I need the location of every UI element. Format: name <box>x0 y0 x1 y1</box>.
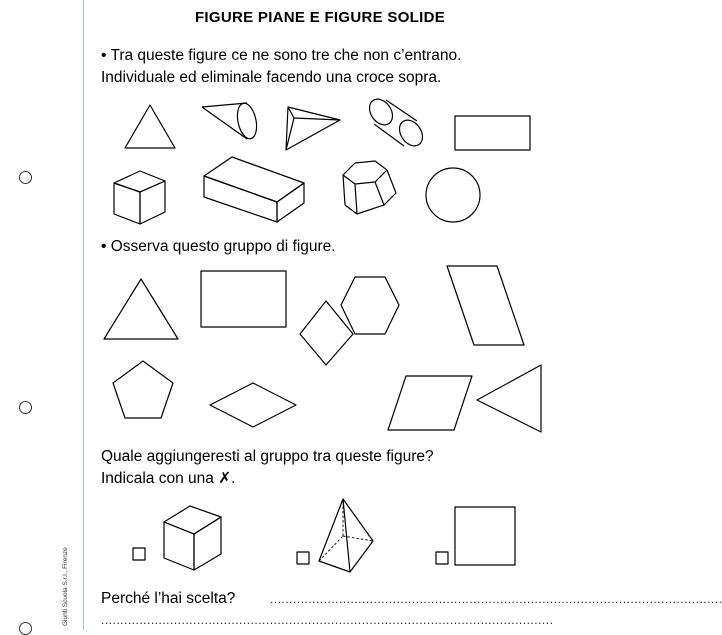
page-title: FIGURE PIANE E FIGURE SOLIDE <box>194 9 446 26</box>
checkbox-icon <box>133 548 145 560</box>
pyramid-option <box>319 499 373 572</box>
cone-figure <box>202 102 260 141</box>
parallelogram-shape-slanted <box>388 376 472 430</box>
rhombus-shape-wide <box>210 383 296 427</box>
instruction-2: • Osserva questo gruppo di figure. <box>101 238 336 255</box>
rhombus-shape-tall <box>300 301 353 365</box>
hexagon-shape <box>341 277 399 334</box>
answer-line-1[interactable]: ...................................................................................................................... <box>270 592 722 606</box>
square-option <box>455 507 515 565</box>
checkbox-icon <box>436 552 448 564</box>
cylinder-figure <box>365 95 427 150</box>
triangle-shape <box>104 279 178 339</box>
question-line-1: Quale aggiungeresti al gruppo tra queste figure? <box>101 448 434 465</box>
why-label: Perché l’hai scelta? <box>101 590 236 607</box>
hexagonal-prism-figure <box>343 161 396 214</box>
pyramid-figure <box>286 107 340 150</box>
parallelogram-shape <box>447 266 524 345</box>
instruction-1-line-2: Individuale ed eliminale facendo una croce sopra. <box>101 69 442 86</box>
triangle-figure <box>125 105 175 148</box>
circle-figure <box>426 168 480 222</box>
cube-figure <box>114 171 165 224</box>
answer-line-2[interactable]: ...................................................................................................................... <box>101 613 554 627</box>
instruction-1-line-1: • Tra queste figure ce ne sono tre che non c’entrano. <box>101 47 462 64</box>
triangle-shape-right <box>477 365 541 432</box>
cuboid-figure <box>204 157 304 222</box>
copyright-note: Giunti Scuola S.r.l., Firenze <box>62 547 69 626</box>
question-line-2: Indicala con una ✗. <box>101 470 236 487</box>
cube-option <box>164 506 221 570</box>
pentagon-shape <box>113 361 173 418</box>
rectangle-shape <box>201 271 286 327</box>
checkbox-icon <box>297 552 309 564</box>
rectangle-figure <box>455 116 530 150</box>
